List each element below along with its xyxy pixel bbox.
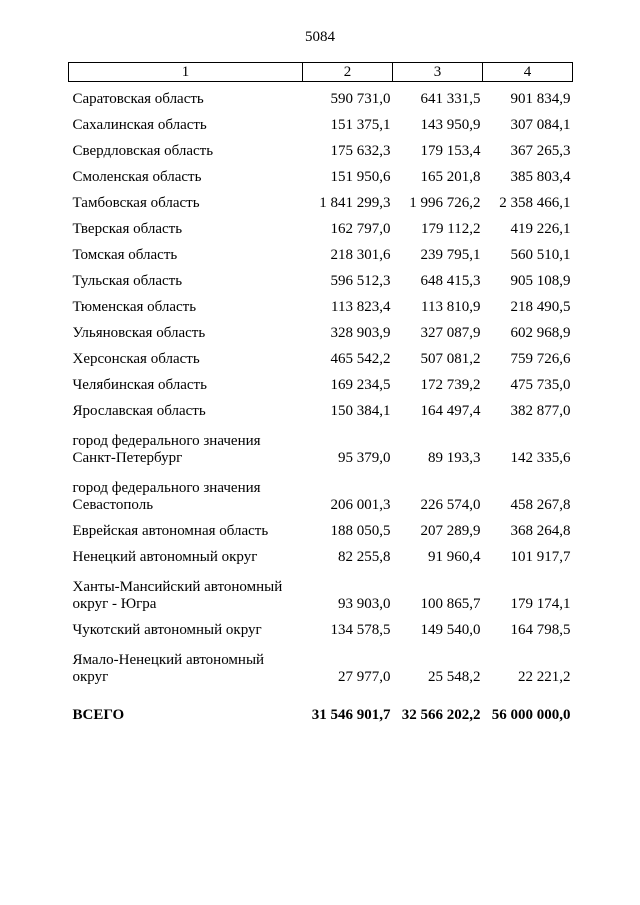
region-name: Ненецкий автономный округ [72,549,258,565]
region-name: Саратовская область [72,91,204,107]
region-name-line-2: Санкт-Петербург [72,450,183,466]
value-col-4: 367 265,3 [510,143,571,159]
column-header-1: 1 [69,63,303,82]
region-name: Тамбовская область [72,195,200,211]
value-col-2: 95 379,0 [338,450,391,466]
region-name: Свердловская область [72,143,214,159]
value-col-3: 207 289,9 [420,523,481,539]
value-col-2: 134 578,5 [330,622,391,638]
region-name-line-1: город федерального значения [72,480,261,496]
region-name: Тюменская область [72,299,197,315]
value-col-2: 169 234,5 [330,377,391,393]
value-col-3: 143 950,9 [420,117,481,133]
region-name: Челябинская область [72,377,207,393]
region-name: Тульская область [72,273,183,289]
total-col-3: 32 566 202,2 [401,707,481,723]
table-row [69,514,573,540]
value-col-4: 458 267,8 [510,497,571,513]
table-row [69,160,573,186]
region-name-line-2: Севастополь [72,497,154,513]
region-name: Томская область [72,247,178,263]
table-row [69,566,573,613]
value-col-3: 149 540,0 [420,622,481,638]
table-row [69,82,573,109]
value-col-4: 22 221,2 [518,669,571,685]
value-col-3: 164 497,4 [420,403,481,419]
value-col-4: 2 358 466,1 [499,195,571,211]
region-name: Тверская область [72,221,183,237]
value-col-2: 27 977,0 [338,669,391,685]
column-header-4: 4 [483,63,573,82]
table-header [69,63,573,82]
region-name [69,467,303,514]
total-col-4: 56 000 000,0 [491,707,571,723]
table-row [69,394,573,420]
value-col-2: 162 797,0 [330,221,391,237]
value-col-2: 1 841 299,3 [319,195,391,211]
table-row [69,368,573,394]
table-row [69,238,573,264]
value-col-2: 150 384,1 [330,403,391,419]
value-col-3: 172 739,2 [420,377,481,393]
value-col-2: 328 903,9 [330,325,391,341]
value-col-3: 226 574,0 [420,497,481,513]
value-col-2: 590 731,0 [330,91,391,107]
table-row [69,134,573,160]
table-row [69,639,573,686]
column-header-3: 3 [393,63,483,82]
table-row [69,613,573,639]
value-col-4: 385 803,4 [510,169,571,185]
value-col-2: 151 950,6 [330,169,391,185]
value-col-2: 596 512,3 [330,273,391,289]
value-col-3: 239 795,1 [420,247,481,263]
region-name: Херсонская область [72,351,200,367]
table-row [69,316,573,342]
page-number: 5084 [305,29,335,45]
value-col-4: 218 490,5 [510,299,571,315]
value-col-2: 93 903,0 [338,596,391,612]
value-col-4: 164 798,5 [510,622,571,638]
region-name-line-1: город федерального значения [72,433,261,449]
value-col-3: 89 193,3 [428,450,481,466]
table-row [69,540,573,566]
value-col-4: 475 735,0 [510,377,571,393]
region-name: Еврейская автономная область [72,523,269,539]
value-col-3: 179 112,2 [421,221,481,237]
table-row [69,108,573,134]
budget-table [68,62,573,724]
table-row [69,264,573,290]
value-col-2: 151 375,1 [330,117,391,133]
value-col-4: 101 917,7 [510,549,571,565]
region-name: Чукотский автономный округ [72,622,262,638]
region-name-line-2: округ - Югра [72,596,157,612]
value-col-4: 307 084,1 [510,117,571,133]
value-col-2: 188 050,5 [330,523,391,539]
value-col-4: 602 968,9 [510,325,571,341]
value-col-3: 113 810,9 [421,299,481,315]
value-col-3: 641 331,5 [420,91,481,107]
value-col-4: 382 877,0 [510,403,571,419]
total-label: ВСЕГО [72,707,125,723]
value-col-4: 560 510,1 [510,247,571,263]
value-col-2: 465 542,2 [330,351,391,367]
value-col-3: 179 153,4 [420,143,481,159]
table-row [69,342,573,368]
value-col-3: 327 087,9 [420,325,481,341]
table-row [69,186,573,212]
value-col-2: 82 255,8 [338,549,391,565]
region-name: Ульяновская область [72,325,206,341]
table-row [69,212,573,238]
total-row [69,686,573,724]
value-col-4: 419 226,1 [510,221,571,237]
total-col-2: 31 546 901,7 [311,707,391,723]
value-col-4: 179 174,1 [510,596,571,612]
value-col-4: 901 834,9 [510,91,571,107]
region-name: Сахалинская область [72,117,207,133]
value-col-3: 1 996 726,2 [409,195,481,211]
value-col-2: 113 823,4 [331,299,391,315]
region-name [69,566,303,613]
value-col-4: 368 264,8 [510,523,571,539]
value-col-3: 648 415,3 [420,273,481,289]
value-col-3: 165 201,8 [420,169,481,185]
table-row [69,420,573,467]
region-name: Ярославская область [72,403,206,419]
value-col-2: 218 301,6 [330,247,391,263]
table-row [69,467,573,514]
region-name-line-2: округ [72,669,109,685]
value-col-3: 91 960,4 [428,549,481,565]
value-col-3: 100 865,7 [420,596,481,612]
table-row [69,290,573,316]
column-header-2: 2 [303,63,393,82]
value-col-3: 507 081,2 [420,351,481,367]
value-col-2: 206 001,3 [330,497,391,513]
region-name-line-1: Ханты-Мансийский автономный [72,579,283,595]
region-name: Смоленская область [72,169,202,185]
value-col-2: 175 632,3 [330,143,391,159]
region-name [69,420,303,467]
value-col-4: 905 108,9 [510,273,571,289]
region-name [69,639,303,686]
value-col-3: 25 548,2 [428,669,481,685]
region-name-line-1: Ямало-Ненецкий автономный [72,652,265,668]
value-col-4: 142 335,6 [510,450,571,466]
value-col-4: 759 726,6 [510,351,571,367]
